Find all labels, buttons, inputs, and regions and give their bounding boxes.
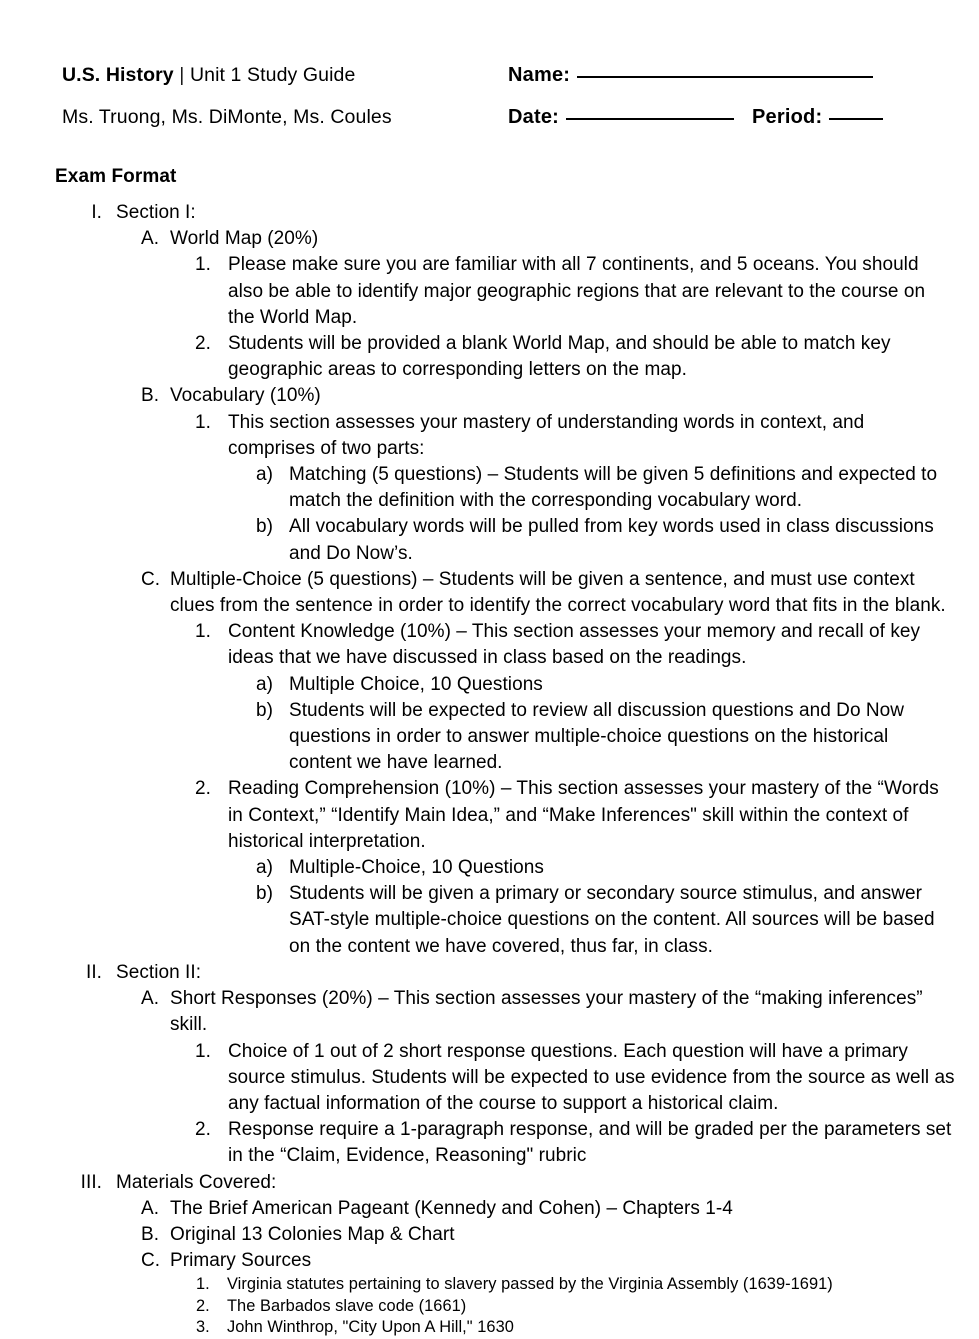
list-text: Content Knowledge (10%) – This section assesses your memory and recall of key ideas that we have discussed in class based on the readings. <box>228 621 921 669</box>
list-marker: b) <box>256 883 273 905</box>
list-item <box>141 226 952 252</box>
list-text: The Brief American Pageant (Kennedy and Cohen) – Chapters 1-4 <box>170 1197 733 1219</box>
list-item <box>72 200 966 226</box>
list-item <box>141 567 952 619</box>
list-text: This section assesses your mastery of understanding words in context, and comprises of two parts: <box>228 411 865 459</box>
list-item <box>72 1170 966 1196</box>
list-text: Virginia statutes pertaining to slavery passed by the Virginia Assembly (1639-1691) <box>227 1275 833 1294</box>
list-marker: 3. <box>196 1318 210 1337</box>
list-text: Students will be given a primary or secondary source stimulus, and answer SAT-style multiple-choice questions on the content. All sources will be based on the content we have covered, thus far, in class. <box>289 883 935 957</box>
list-marker: I. <box>91 202 102 223</box>
date-period-field-group <box>508 106 883 129</box>
list-marker: B. <box>141 385 160 407</box>
course-name: U.S. History <box>62 64 174 86</box>
list-text: Materials Covered: <box>116 1171 277 1193</box>
list-text: Section II: <box>116 961 202 983</box>
list-marker: 2. <box>196 1296 210 1315</box>
name-input-blank[interactable] <box>577 76 873 78</box>
list-text: The Barbados slave code (1661) <box>227 1296 467 1315</box>
list-marker: 1. <box>195 621 211 643</box>
list-item <box>195 1117 956 1169</box>
list-item <box>195 252 956 331</box>
list-text: Response require a 1-paragraph response, and will be graded per the parameters set in the “Claim, Evidence, Reasoning" rubric <box>228 1119 952 1167</box>
list-text: Choice of 1 out of 2 short response questions. Each question will have a primary source stimulus. Students will be expected to use evidence from the source as well as any factual information of the course to support a historical claim. <box>228 1040 955 1114</box>
list-item <box>195 331 956 383</box>
list-item <box>141 1248 952 1274</box>
period-input-blank[interactable] <box>829 118 883 120</box>
list-marker: 1. <box>195 1040 211 1062</box>
document-header <box>0 64 979 150</box>
list-marker: III. <box>80 1171 102 1193</box>
list-text: Students will be provided a blank World Map, and should be able to match key geographic areas to corresponding letters on the map. <box>228 333 891 381</box>
list-text: Section I: <box>116 202 196 223</box>
period-label: Period: <box>752 106 823 128</box>
outline-body <box>0 200 979 1339</box>
list-text: Reading Comprehension (10%) – This section assesses your mastery of the “Words in Context,” “Identify Main Idea,” and “Make Inferences" skill within the context of historical interpretation. <box>228 778 939 852</box>
title-subtitle: Unit 1 Study Guide <box>189 64 356 86</box>
page-title <box>62 64 355 87</box>
list-text: Primary Sources <box>170 1250 312 1272</box>
list-text: Students will be expected to review all discussion questions and Do Now questions in order to answer multiple-choice questions on the historical content we have learned. <box>289 699 905 774</box>
list-item <box>141 1222 952 1248</box>
list-item <box>196 1296 967 1318</box>
list-marker: II. <box>86 961 102 983</box>
date-label: Date: <box>508 106 560 128</box>
list-marker: a) <box>256 464 273 486</box>
date-input-blank[interactable] <box>566 118 734 120</box>
list-item <box>256 462 956 514</box>
list-text: Vocabulary (10%) <box>170 385 321 407</box>
list-item <box>195 410 956 462</box>
list-item <box>256 698 956 777</box>
title-separator: | <box>173 64 190 86</box>
list-item <box>196 1317 967 1339</box>
list-marker: A. <box>141 228 160 250</box>
list-marker: b) <box>256 699 273 721</box>
list-text: Matching (5 questions) – Students will be given 5 definitions and expected to match the definition with the corresponding vocabulary word. <box>289 464 938 512</box>
list-marker: B. <box>141 1223 160 1245</box>
list-marker: a) <box>256 673 273 695</box>
list-marker: 1. <box>196 1275 210 1294</box>
list-item <box>195 619 956 671</box>
list-item <box>256 672 956 698</box>
list-item <box>256 855 956 881</box>
list-text: Multiple-Choice (5 questions) – Students will be given a sentence, and must use context clues from the sentence in order to identify the correct vocabulary word that fits in the blank. <box>170 568 946 617</box>
name-label: Name: <box>508 64 571 86</box>
list-text: John Winthrop, "City Upon A Hill," 1630 <box>227 1318 514 1337</box>
list-marker: C. <box>141 568 161 590</box>
list-marker: 2. <box>195 1119 211 1141</box>
list-item <box>196 1274 967 1296</box>
list-text: Original 13 Colonies Map & Chart <box>170 1223 455 1245</box>
list-item <box>256 514 956 566</box>
list-item <box>256 881 956 960</box>
list-text: All vocabulary words will be pulled from key words used in class discussions and Do Now’s. <box>289 516 934 564</box>
list-item <box>195 776 956 855</box>
list-marker: A. <box>141 1197 160 1219</box>
list-item <box>72 960 966 986</box>
teacher-names: Ms. Truong, Ms. DiMonte, Ms. Coules <box>62 106 392 128</box>
list-marker: 2. <box>195 333 211 355</box>
list-marker: 1. <box>195 254 211 276</box>
list-item <box>141 383 952 409</box>
list-text: Multiple-Choice, 10 Questions <box>289 857 544 879</box>
list-marker: 2. <box>195 778 211 800</box>
list-text: Multiple Choice, 10 Questions <box>289 673 543 695</box>
list-marker: a) <box>256 857 273 879</box>
list-text: Short Responses (20%) – This section assesses your mastery of the “making inferences” skill. <box>170 988 923 1036</box>
list-text: World Map (20%) <box>170 228 319 250</box>
list-marker: C. <box>141 1250 161 1272</box>
list-marker: b) <box>256 516 273 538</box>
exam-format-heading: Exam Format <box>55 166 177 187</box>
name-field-group <box>508 64 873 87</box>
list-text: Please make sure you are familiar with all 7 continents, and 5 oceans. You should also be able to identify major geographic regions that are relevant to the course on the World Map. <box>228 254 926 328</box>
list-item <box>141 1196 952 1222</box>
list-item <box>195 1039 956 1118</box>
list-marker: A. <box>141 988 160 1010</box>
list-item <box>141 986 952 1038</box>
list-marker: 1. <box>195 411 211 433</box>
